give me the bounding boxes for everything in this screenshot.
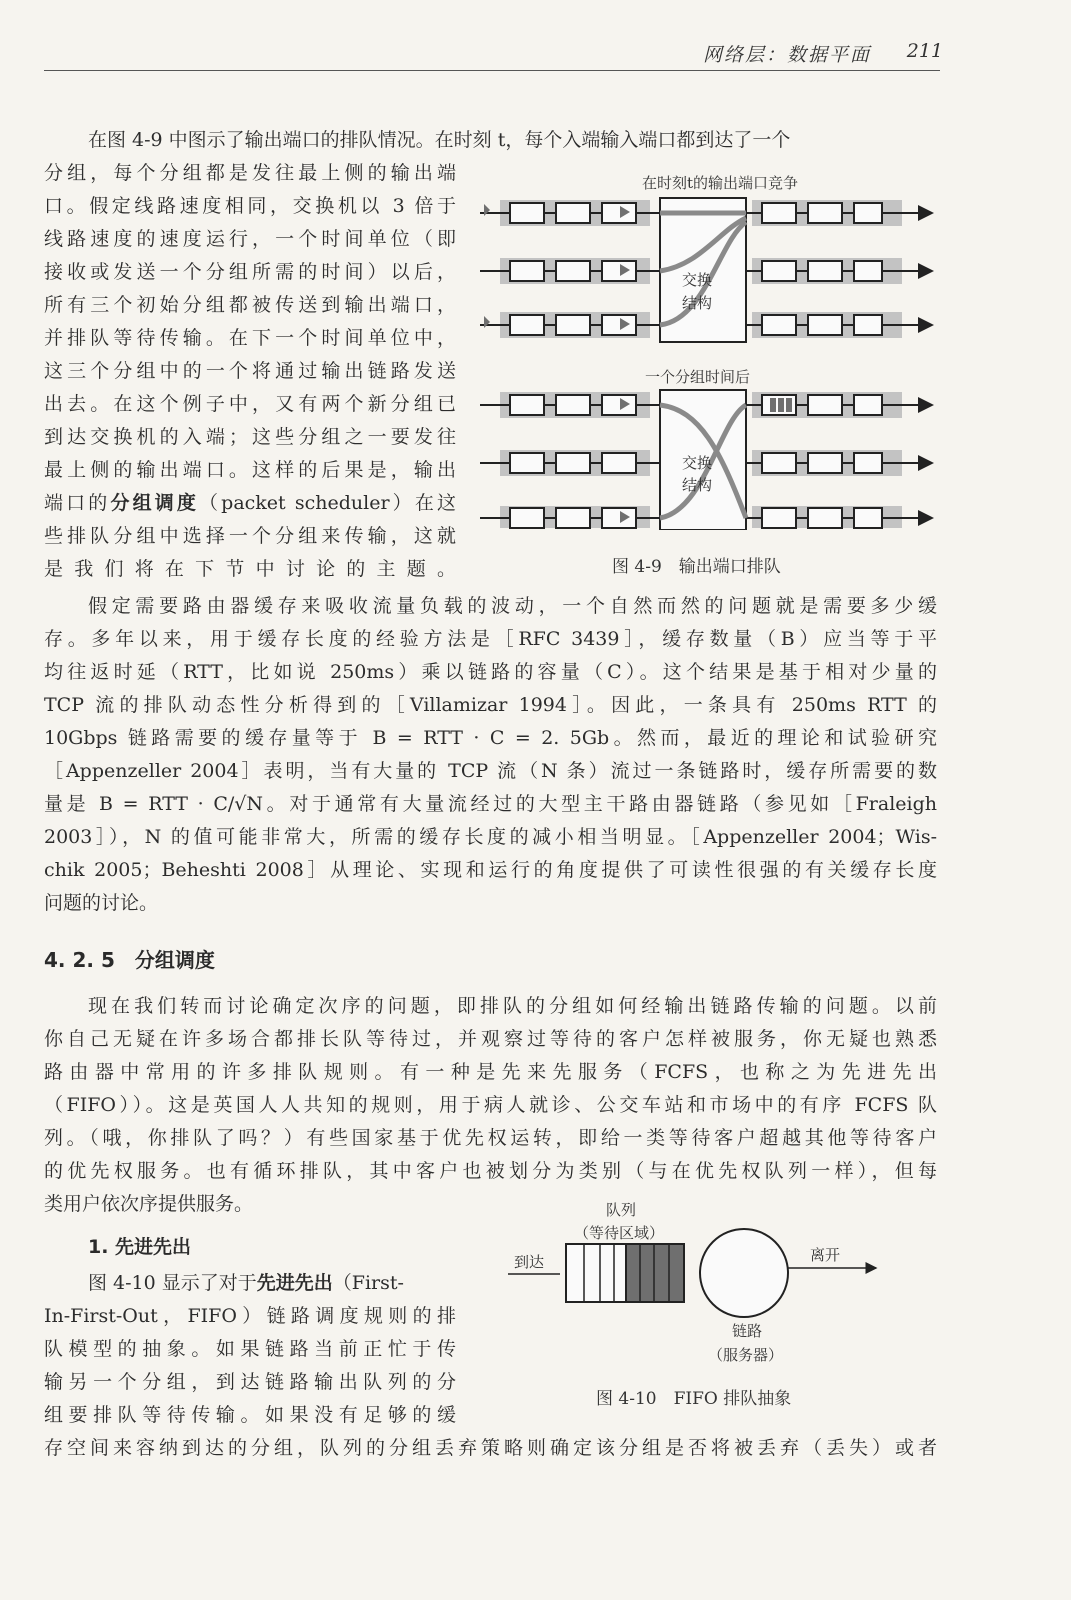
text-line: 均往返时延（RTT，比如说 250ms）乘以链路的容量（C）。这个结果是基于相对少量的 [44, 661, 937, 683]
text-line: 队模型的抽象。如果链路当前正忙于传 [44, 1338, 456, 1360]
figure-4-9-caption: 图 4-9 输出端口排队 [612, 557, 781, 577]
text-line: 的优先权服务。也有循环排队，其中客户也被划分为类别（与在优先权队列一样），但每 [44, 1160, 937, 1182]
server-label: （服务器） [708, 1346, 784, 1364]
text-line: 并排队等待传输。在下一个时间单位中， [44, 327, 456, 349]
text-line: 分组，每个分组都是发往最上侧的输出端 [44, 162, 456, 184]
waiting-area-label: （等待区域） [574, 1224, 665, 1242]
queue-label: 队列 [606, 1201, 637, 1219]
text-line: ［Appenzeller 2004］表明，当有大量的 TCP 流（N 条）流过一条链路时，缓存所需要的数 [44, 760, 937, 782]
para4-narrow [44, 1267, 456, 1432]
text-line: 假定需要路由器缓存来吸收流量负载的波动，一个自然而然的问题就是需要多少缓 [88, 595, 937, 617]
section-heading: 4. 2. 5 分组调度 [44, 948, 215, 972]
text-line: 些排队分组中选择一个分组来传输，这就 [44, 525, 456, 547]
text-line: 你自己无疑在许多场合都排长队等待过，并观察过等待的客户怎样被服务，你无疑也熟悉 [44, 1028, 937, 1050]
link-server [700, 1229, 788, 1317]
svg-text:结构: 结构 [682, 476, 713, 494]
text-line: 存。多年以来，用于缓存长度的经验方法是［RFC 3439］，缓存数量（B）应当等于平 [44, 628, 937, 650]
term-packet-scheduler: 分组调度 [110, 492, 200, 514]
text-line: TCP 流的排队动态性分析得到的［Villamizar 1994］。因此，一条具有 250ms RTT 的 [44, 694, 937, 716]
link-label: 链路 [732, 1322, 763, 1340]
header-rule [44, 70, 940, 71]
text-line: 最上侧的输出端口。这样的后果是，输出 [44, 459, 456, 481]
running-header [44, 40, 1071, 74]
text-line: chik 2005；Beheshti 2008］从理论、实现和运行的角度提供了可读性很强的有关缓存长度 [44, 859, 937, 881]
text-line: （FIFO））。这是英国人人共知的规则，用于病人就诊、公交车站和市场中的有序 FCFS 队 [44, 1094, 937, 1116]
text-line: 到达交换机的入端；这些分组之一要发往 [44, 426, 456, 448]
svg-text:结构: 结构 [682, 294, 713, 312]
text-line: 2003］），N 的值可能非常大，所需的缓存长度的减小相当明显。［Appenzeller 2004；Wis- [44, 826, 937, 848]
subsection-heading: 1. 先进先出 [88, 1236, 192, 1258]
text-line: 所有三个初始分组都被传送到输出端口， [44, 294, 456, 316]
text-line: 问题的讨论。 [44, 892, 159, 914]
text-line: 出去。在这个例子中，又有两个新分组已 [44, 393, 456, 415]
para1-body [44, 157, 456, 586]
page-number: 211 [906, 40, 943, 62]
text-line: 接收或发送一个分组所需的时间）以后， [44, 261, 456, 283]
figure-4-9-diagram [470, 170, 940, 530]
text-line: 口。假定线路速度相同，交换机以 3 倍于 [44, 195, 456, 217]
text-line: In-First-Out，FIFO）链路调度规则的排 [44, 1305, 456, 1327]
svg-text:交换: 交换 [682, 454, 713, 472]
para1-first-line: 在图 4-9 中图示了输出端口的排队情况。在时刻 t，每个入端输入端口都到达了一个 [88, 129, 791, 151]
text-line: 这三个分组中的一个将通过输出链路发送 [44, 360, 456, 382]
text-line: 量是 B = RTT · C/√N。对于通常有大量流经过的大型主干路由器链路（参见如［Fraleigh [44, 793, 937, 815]
text-line: 类用户依次序提供服务。 [44, 1193, 254, 1215]
text-line: 输另一个分组，到达链路输出队列的分 [44, 1371, 456, 1393]
figure-4-10-caption: 图 4-10 FIFO 排队抽象 [596, 1389, 792, 1409]
text-line-with-term: 图 4-10 显示了对于先进先出（First- [88, 1272, 404, 1294]
text-line: 组要排队等待传输。如果没有足够的缓 [44, 1404, 456, 1426]
text-line: 列。（哦，你排队了吗？）有些国家基于优先权运转，即给一类等待客户超越其他等待客户 [44, 1127, 937, 1149]
figure-4-10-diagram [500, 1200, 900, 1380]
term-fifo: 先进先出 [256, 1272, 333, 1294]
text-line: 存空间来容纳到达的分组，队列的分组丢弃策略则确定该分组是否将被丢弃（丢失）或者 [44, 1437, 937, 1459]
text-line: 路由器中常用的许多排队规则。有一种是先来先服务（FCFS，也称之为先进先出 [44, 1061, 937, 1083]
text-line: 线路速度的速度运行，一个时间单位（即 [44, 228, 456, 250]
para2 [44, 590, 937, 920]
para3 [44, 990, 937, 1221]
figure-4-10 [500, 1200, 900, 1380]
para4-full [44, 1432, 937, 1465]
chapter-title: 网络层：数据平面 [702, 44, 871, 66]
text-line: 10Gbps 链路需要的缓存量等于 B = RTT · C = 2. 5Gb。然而，最近的理论和试验研究 [44, 727, 937, 749]
arrival-label: 到达 [514, 1253, 545, 1271]
fig49-top-label: 在时刻t的输出端口竞争 [642, 174, 799, 192]
departure-label: 离开 [810, 1246, 841, 1264]
text-line: 现在我们转而讨论确定次序的问题，即排队的分组如何经输出链路传输的问题。以前 [88, 995, 937, 1017]
fig49-middle-label: 一个分组时间后 [645, 368, 751, 386]
figure-4-9 [470, 170, 940, 530]
svg-text:交换: 交换 [682, 271, 713, 289]
text-line-with-term: 端口的分组调度（packet scheduler）在这 [44, 492, 456, 514]
text-line: 是我们将在下节中讨论的主题。 [44, 558, 456, 580]
